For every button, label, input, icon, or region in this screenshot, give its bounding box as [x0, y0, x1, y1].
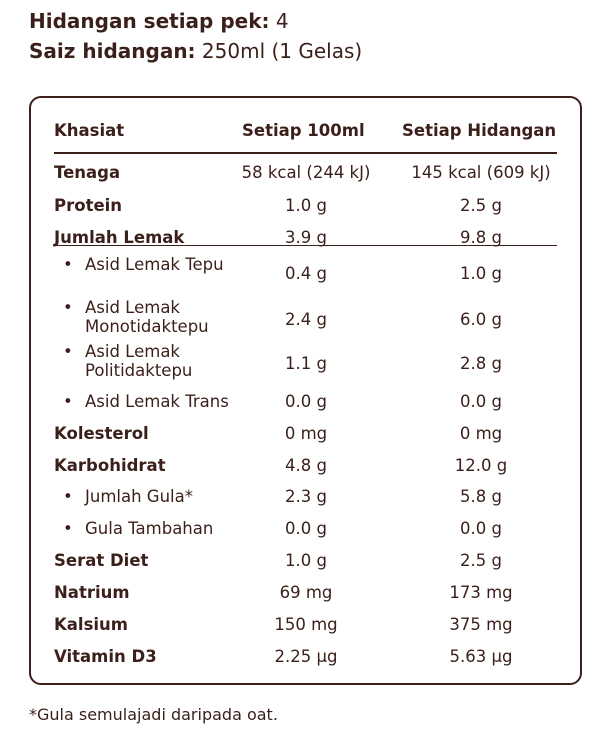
footnote: *Gula semulajadi daripada oat.: [29, 705, 278, 724]
value-per-100ml: 0.0 g: [285, 519, 327, 538]
value-per-serving: 12.0 g: [454, 456, 508, 475]
value-per-serving: 0.0 g: [460, 392, 502, 411]
bullet-icon: •: [63, 255, 73, 274]
nutrient-label: Gula Tambahan: [85, 519, 214, 538]
nutrient-label: Asid Lemak Monotidaktepu: [85, 298, 209, 336]
serving-size-value: 250ml (1 Gelas): [201, 39, 363, 63]
nutrient-label: Kolesterol: [54, 424, 149, 443]
value-per-100ml: 2.3 g: [285, 487, 327, 506]
value-per-serving: 375 mg: [449, 615, 513, 634]
servings-value: 4: [275, 9, 289, 33]
header-divider: [54, 152, 557, 154]
serving-info: [29, 6, 362, 66]
servings-label: Hidangan setiap pek:: [29, 9, 270, 33]
column-header-nutrient: Khasiat: [54, 121, 125, 140]
nutrient-name: [54, 424, 254, 443]
value-per-serving: 9.8 g: [460, 228, 502, 247]
serving-size: [29, 36, 362, 66]
value-per-serving: 5.8 g: [460, 487, 502, 506]
column-header-per-serving: Setiap Hidangan: [402, 121, 557, 140]
value-per-100ml: 150 mg: [274, 615, 338, 634]
value-per-100ml: 69 mg: [279, 583, 333, 602]
value-per-100ml: 3.9 g: [285, 228, 327, 247]
nutrition-table: [29, 96, 582, 685]
value-per-serving: 145 kcal (609 kJ): [411, 163, 551, 182]
nutrient-label: Tenaga: [54, 163, 121, 182]
nutrient-name: [54, 196, 254, 215]
nutrient-label: Asid Lemak Trans: [85, 392, 229, 411]
nutrient-label: Karbohidrat: [54, 456, 166, 475]
nutrient-name: [54, 551, 254, 570]
nutrient-name: [54, 456, 254, 475]
bullet-icon: •: [63, 519, 73, 538]
value-per-100ml: 0.0 g: [285, 392, 327, 411]
nutrient-label: Asid Lemak Politidaktepu: [85, 342, 193, 380]
serving-size-label: Saiz hidangan:: [29, 39, 196, 63]
nutrient-label: Serat Diet: [54, 551, 149, 570]
value-per-serving: 5.63 µg: [449, 647, 513, 666]
value-per-serving: 1.0 g: [460, 264, 502, 283]
value-per-100ml: 0 mg: [284, 424, 328, 443]
value-per-100ml: 2.25 µg: [274, 647, 338, 666]
value-per-serving: 0.0 g: [460, 519, 502, 538]
value-per-serving: 173 mg: [449, 583, 513, 602]
nutrient-label: Vitamin D3: [54, 647, 157, 666]
value-per-100ml: 1.0 g: [285, 196, 327, 215]
bullet-icon: •: [63, 342, 73, 361]
value-per-serving: 2.5 g: [460, 196, 502, 215]
nutrient-label: Jumlah Gula*: [85, 487, 193, 506]
servings-per-pack: [29, 6, 362, 36]
value-per-serving: 2.8 g: [460, 354, 502, 373]
value-per-100ml: 4.8 g: [285, 456, 327, 475]
nutrient-label: Jumlah Lemak: [54, 228, 185, 247]
bullet-icon: •: [63, 487, 73, 506]
nutrient-label: Natrium: [54, 583, 130, 602]
value-per-serving: 2.5 g: [460, 551, 502, 570]
value-per-serving: 0 mg: [459, 424, 503, 443]
value-per-serving: 6.0 g: [460, 310, 502, 329]
nutrient-label: Protein: [54, 196, 123, 215]
nutrient-name: [54, 228, 254, 247]
bullet-icon: •: [63, 392, 73, 411]
column-header-per-100ml: Setiap 100ml: [242, 121, 365, 140]
nutrient-name: [54, 163, 254, 182]
nutrient-name: [54, 647, 254, 666]
value-per-100ml: 58 kcal (244 kJ): [241, 163, 371, 182]
value-per-100ml: 1.1 g: [285, 354, 327, 373]
bullet-icon: •: [63, 298, 73, 317]
nutrient-label: Asid Lemak Tepu: [85, 255, 224, 274]
value-per-100ml: 0.4 g: [285, 264, 327, 283]
nutrient-label: Kalsium: [54, 615, 128, 634]
value-per-100ml: 2.4 g: [285, 310, 327, 329]
nutrient-name: [54, 583, 254, 602]
value-per-100ml: 1.0 g: [285, 551, 327, 570]
nutrient-name: [54, 615, 254, 634]
